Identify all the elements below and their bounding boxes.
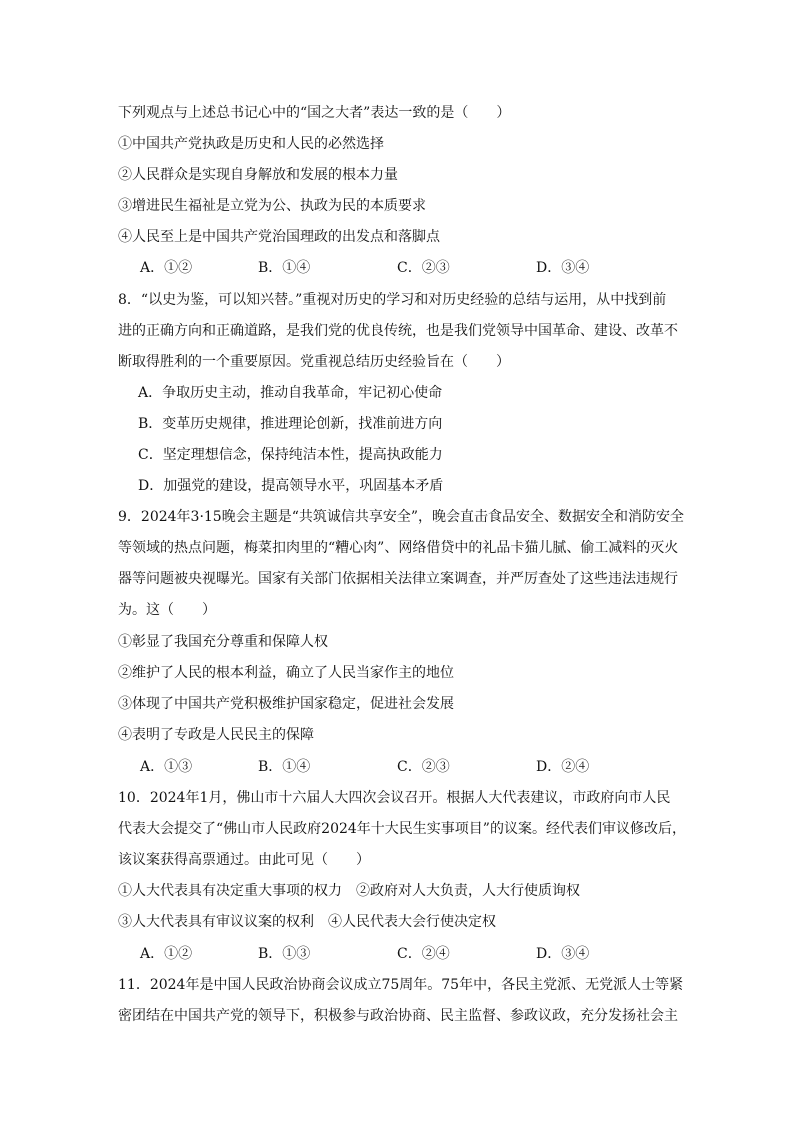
q10-options bbox=[140, 945, 660, 963]
q10-line-2: 代表大会提交了“佛山市人民政府2024年十大民生实事项目”的议案。经代表们审议修改后， bbox=[118, 821, 686, 837]
q7-option-c[interactable]: C．②③ bbox=[397, 260, 450, 276]
q11-line-1: 11．2024年是中国人民政治协商会议成立75周年。75年中，各民主党派、无党派人士等紧 bbox=[118, 977, 684, 993]
q9-line-1: 9．2024年3·15晚会主题是“共筑诚信共享安全”，晚会直击食品安全、数据安全和消防安全 bbox=[118, 509, 685, 525]
q7-options bbox=[140, 259, 660, 277]
q8-line-1: 8．“以史为鉴，可以知兴替。”重视对历史的学习和对历史经验的总结与运用，从中找到前 bbox=[118, 292, 667, 308]
q10-items-row-1: ①人大代表具有决定重大事项的权力 ②政府对人大负责，人大行使质询权 bbox=[118, 883, 580, 899]
q7-option-a[interactable]: A．①② bbox=[140, 260, 193, 276]
q8-line-3: 断取得胜利的一个重要原因。党重视总结历史经验旨在（ ） bbox=[118, 354, 510, 370]
q9-item-1: ①彰显了我国充分尊重和保障人权 bbox=[118, 634, 328, 650]
q7-option-d[interactable]: D．③④ bbox=[536, 260, 590, 276]
q9-line-4: 为。这（ ） bbox=[118, 602, 216, 618]
q8-option-a[interactable]: A．争取历史主动，推动自我革命，牢记初心使命 bbox=[138, 385, 443, 401]
q9-item-4: ④表明了专政是人民民主的保障 bbox=[118, 727, 314, 743]
q9-item-3: ③体现了中国共产党积极维护国家稳定，促进社会发展 bbox=[118, 696, 454, 712]
q9-item-2: ②维护了人民的根本利益，确立了人民当家作主的地位 bbox=[118, 665, 454, 681]
q10-option-b[interactable]: B．①③ bbox=[258, 946, 311, 962]
q9-option-c[interactable]: C．②③ bbox=[397, 759, 450, 775]
q9-options bbox=[140, 758, 660, 776]
q7-stem: 下列观点与上述总书记心中的“国之大者”表达一致的是（ ） bbox=[118, 105, 511, 121]
q11-line-2: 密团结在中国共产党的领导下，积极参与政治协商、民主监督、参政议政，充分发扬社会主 bbox=[118, 1008, 678, 1024]
q10-option-d[interactable]: D．③④ bbox=[536, 946, 590, 962]
q10-option-a[interactable]: A．①② bbox=[140, 946, 193, 962]
q10-option-c[interactable]: C．②④ bbox=[397, 946, 450, 962]
q7-item-3: ③增进民生福祉是立党为公、执政为民的本质要求 bbox=[118, 198, 426, 214]
q9-option-b[interactable]: B．①④ bbox=[258, 759, 311, 775]
q7-item-2: ②人民群众是实现自身解放和发展的根本力量 bbox=[118, 167, 398, 183]
q8-option-c[interactable]: C．坚定理想信念，保持纯洁本性，提高执政能力 bbox=[138, 447, 443, 463]
q9-line-3: 器等问题被央视曝光。国家有关部门依据相关法律立案调查，并严厉查处了这些违法违规行 bbox=[118, 571, 678, 587]
q8-option-d[interactable]: D．加强党的建设，提高领导水平，巩固基本矛盾 bbox=[138, 478, 444, 494]
q8-option-b[interactable]: B．变革历史规律，推进理论创新，找准前进方向 bbox=[138, 416, 443, 432]
q10-items-row-2: ③人大代表具有审议议案的权利 ④人民代表大会行使决定权 bbox=[118, 914, 496, 930]
q7-item-1: ①中国共产党执政是历史和人民的必然选择 bbox=[118, 136, 384, 152]
q9-option-a[interactable]: A．①③ bbox=[140, 759, 193, 775]
q7-item-4: ④人民至上是中国共产党治国理政的出发点和落脚点 bbox=[118, 229, 440, 245]
q9-line-2: 等领域的热点问题，梅菜扣肉里的“糟心肉”、网络借贷中的礼品卡猫儿腻、偷工减料的灭火 bbox=[118, 540, 679, 556]
q10-line-1: 10．2024年1月，佛山市十六届人大四次会议召开。根据人大代表建议，市政府向市人民 bbox=[118, 790, 671, 806]
q8-line-2: 进的正确方向和正确道路，是我们党的优良传统，也是我们党领导中国革命、建设、改革不 bbox=[118, 323, 678, 339]
q10-line-3: 该议案获得高票通过。由此可见（ ） bbox=[118, 852, 370, 868]
q7-option-b[interactable]: B．①④ bbox=[258, 260, 311, 276]
q9-option-d[interactable]: D．②④ bbox=[536, 759, 590, 775]
